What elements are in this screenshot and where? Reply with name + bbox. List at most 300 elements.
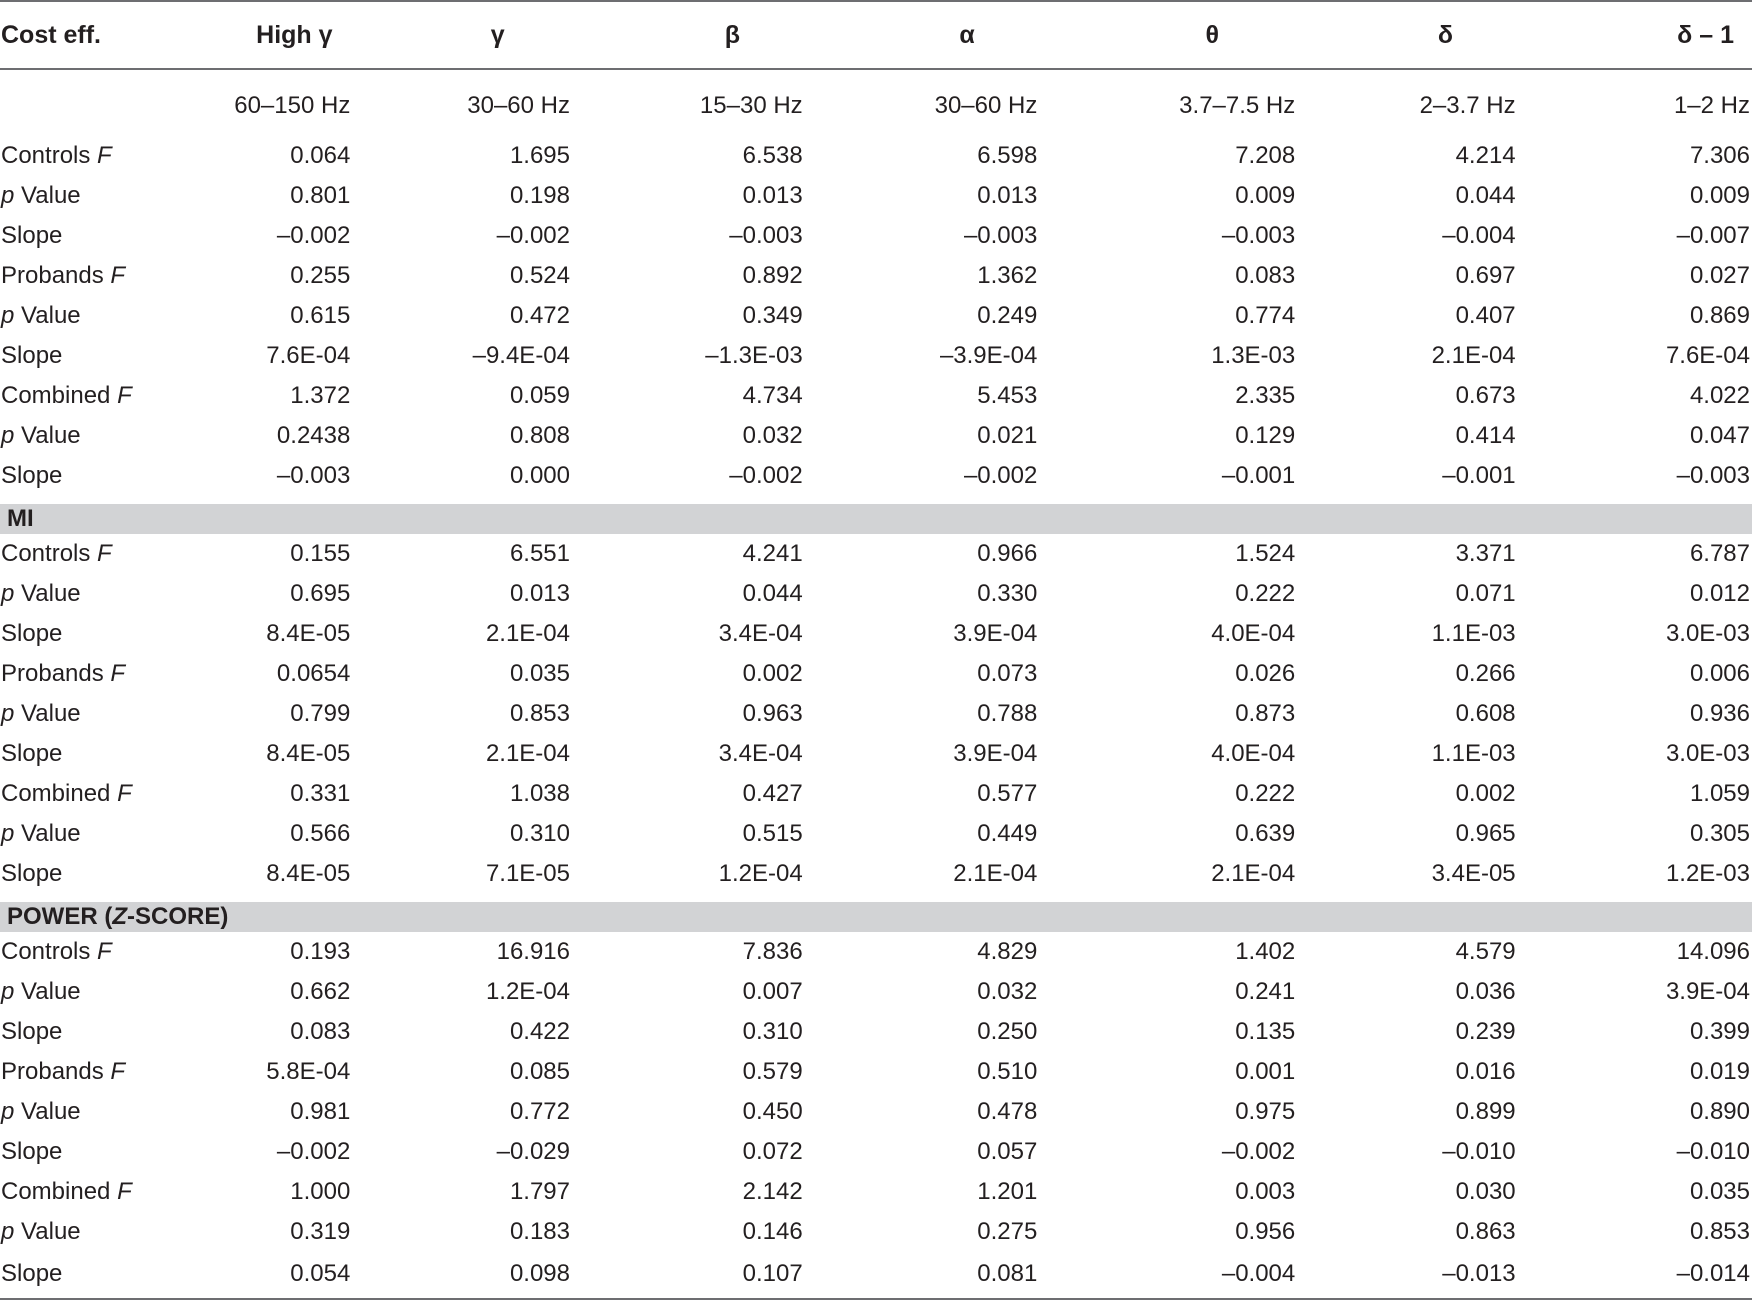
table-row (0, 336, 1752, 376)
value-cell: 0.083 (1235, 262, 1296, 289)
value-cell: –0.003 (1676, 462, 1750, 489)
row-symbol: p (1, 1098, 15, 1125)
row-label (0, 1172, 208, 1212)
value-cell: 0.013 (742, 182, 803, 209)
band-header-gamma: γ (380, 1, 615, 69)
value-cell: 1.038 (509, 780, 570, 807)
table-row (0, 376, 1752, 416)
value-cell: –0.002 (276, 222, 351, 249)
section-title-part: POWER ( (7, 903, 113, 930)
range-stub (0, 69, 208, 136)
table-row (0, 1172, 1752, 1212)
value-cell: –0.007 (1676, 222, 1750, 249)
value-cell: 3.4E-04 (718, 620, 803, 647)
value-cell: 0.019 (1689, 1058, 1750, 1085)
row-label (0, 854, 208, 894)
value-cell: 0.890 (1689, 1098, 1750, 1125)
value-cell: 1.201 (977, 1178, 1038, 1205)
value-cell: 8.4E-05 (266, 860, 351, 887)
table-row (0, 534, 1752, 574)
value-cell: 1.372 (290, 382, 351, 409)
value-cell: 0.266 (1455, 660, 1516, 687)
value-cell: 0.085 (509, 1058, 570, 1085)
value-cell: 3.0E-03 (1665, 740, 1750, 767)
row-label (0, 1092, 208, 1132)
value-cell: 8.4E-05 (266, 740, 351, 767)
row-label (0, 1132, 208, 1172)
row-label-text: Slope (1, 342, 63, 369)
row-label-text: Combined (1, 780, 111, 807)
value-cell: 0.081 (850, 1252, 1085, 1299)
value-cell: 0.936 (1689, 700, 1750, 727)
row-label (0, 336, 208, 376)
row-symbol: p (1, 422, 15, 449)
table-row (0, 774, 1752, 814)
value-cell: 0.863 (1455, 1218, 1516, 1245)
row-symbol: p (1, 182, 15, 209)
value-cell: 7.836 (742, 938, 803, 965)
table-row (0, 854, 1752, 894)
value-cell: 0.146 (742, 1218, 803, 1245)
value-cell: –0.001 (1442, 462, 1516, 489)
value-cell: 3.371 (1455, 540, 1516, 567)
row-label (0, 534, 208, 574)
value-cell: 3.0E-03 (1665, 620, 1750, 647)
value-cell: 4.0E-04 (1211, 740, 1296, 767)
value-cell: 0.472 (509, 302, 570, 329)
row-symbol: p (1, 820, 15, 847)
value-cell: 0.064 (290, 142, 351, 169)
value-cell: 0.032 (742, 422, 803, 449)
table-row (0, 416, 1752, 456)
value-cell: 6.538 (742, 142, 803, 169)
value-cell: 7.208 (1235, 142, 1296, 169)
band-header-delta-1: δ – 1 (1551, 1, 1752, 69)
value-cell: 0.414 (1455, 422, 1516, 449)
section-header-row (0, 504, 1752, 534)
row-label-text: Slope (1, 462, 63, 489)
value-cell: –9.4E-04 (472, 342, 570, 369)
value-cell: 2.1E-04 (1211, 860, 1296, 887)
row-label-text: Slope (1, 620, 63, 647)
value-cell: 0.027 (1689, 262, 1750, 289)
section-header-row (0, 902, 1752, 932)
value-cell: 0.975 (1235, 1098, 1296, 1125)
value-cell: 1.3E-03 (1211, 342, 1296, 369)
table-row (0, 932, 1752, 972)
table-row (0, 734, 1752, 774)
section-title-symbol: Z (112, 903, 127, 930)
stub-header: Cost eff. (0, 1, 208, 69)
row-label-text: Controls (1, 540, 91, 567)
value-cell: 2.1E-04 (1431, 342, 1516, 369)
row-label (0, 1052, 208, 1092)
table-row (0, 1212, 1752, 1252)
row-label (0, 654, 208, 694)
row-symbol: p (1, 700, 15, 727)
value-cell: 1.402 (1235, 938, 1296, 965)
table-row (0, 972, 1752, 1012)
row-label-text: Slope (1, 222, 63, 249)
value-cell: 0.044 (1455, 182, 1516, 209)
value-cell: 0.566 (290, 820, 351, 847)
value-cell: 1.695 (509, 142, 570, 169)
value-cell: –0.002 (729, 462, 803, 489)
row-symbol: p (1, 1218, 15, 1245)
value-cell: 0.006 (1689, 660, 1750, 687)
value-cell: –0.003 (1221, 222, 1296, 249)
value-cell: –0.010 (1676, 1138, 1750, 1165)
value-cell: 4.579 (1455, 938, 1516, 965)
row-symbol: F (110, 1058, 126, 1085)
value-cell: 5.453 (977, 382, 1038, 409)
value-cell: 0.853 (1689, 1218, 1750, 1245)
row-symbol: F (110, 262, 126, 289)
value-cell: 1.000 (290, 1178, 351, 1205)
value-cell: 0.013 (509, 580, 570, 607)
value-cell: 0.788 (977, 700, 1038, 727)
value-cell: 0.002 (742, 660, 803, 687)
value-cell: –0.014 (1551, 1252, 1752, 1299)
value-cell: 7.6E-04 (1665, 342, 1750, 369)
value-cell: –0.002 (276, 1138, 351, 1165)
value-cell: 0.035 (509, 660, 570, 687)
value-cell: 0.057 (977, 1138, 1038, 1165)
value-cell: –0.002 (496, 222, 570, 249)
value-cell: 4.829 (977, 938, 1038, 965)
value-cell: 7.306 (1689, 142, 1750, 169)
value-cell: 0.026 (1235, 660, 1296, 687)
value-cell: 2.1E-04 (485, 740, 570, 767)
value-cell: 0.639 (1235, 820, 1296, 847)
value-cell: 0.577 (977, 780, 1038, 807)
row-symbol: F (117, 780, 132, 807)
value-cell: 0.032 (977, 978, 1038, 1005)
value-cell: 0.407 (1455, 302, 1516, 329)
value-cell: 1.524 (1235, 540, 1296, 567)
value-cell: 0.222 (1235, 580, 1296, 607)
value-cell: 2.142 (742, 1178, 803, 1205)
value-cell: –0.004 (1084, 1252, 1340, 1299)
table-row (0, 1052, 1752, 1092)
value-cell: 0.608 (1455, 700, 1516, 727)
value-cell: 6.598 (977, 142, 1038, 169)
row-label-text: Probands (1, 262, 104, 289)
value-cell: 2.335 (1235, 382, 1296, 409)
row-symbol: F (117, 1178, 132, 1205)
table-row (0, 216, 1752, 256)
table-row (0, 1252, 1752, 1299)
table-row (0, 574, 1752, 614)
row-label (0, 774, 208, 814)
value-cell: 1.059 (1689, 780, 1750, 807)
value-cell: –0.013 (1340, 1252, 1550, 1299)
value-cell: 1.797 (509, 1178, 570, 1205)
value-cell: 1.2E-04 (485, 978, 570, 1005)
value-cell: 0.003 (1235, 1178, 1296, 1205)
value-cell: 0.899 (1455, 1098, 1516, 1125)
value-cell: 0.310 (742, 1018, 803, 1045)
row-symbol: p (1, 580, 15, 607)
table-row (0, 654, 1752, 694)
row-label (0, 416, 208, 456)
row-label (0, 376, 208, 416)
value-cell: 0.073 (977, 660, 1038, 687)
value-cell: 0.450 (742, 1098, 803, 1125)
value-cell: 0.799 (290, 700, 351, 727)
value-cell: 0.007 (742, 978, 803, 1005)
row-symbol: F (97, 938, 112, 965)
row-label-text: Value (21, 1098, 81, 1125)
band-header-delta: δ (1340, 1, 1550, 69)
value-cell: 0.009 (1689, 182, 1750, 209)
value-cell: 0.249 (977, 302, 1038, 329)
frequency-range-row (0, 69, 1752, 136)
value-cell: 0.013 (977, 182, 1038, 209)
band-header-theta: θ (1084, 1, 1340, 69)
value-cell: 0.193 (290, 938, 351, 965)
value-cell: 1.2E-04 (718, 860, 803, 887)
row-symbol: p (1, 978, 15, 1005)
value-cell: 2.1E-04 (953, 860, 1038, 887)
value-cell: 0.2438 (276, 422, 351, 449)
table-row (0, 456, 1752, 496)
value-cell: 0.016 (1455, 1058, 1516, 1085)
range-cell: 30–60 Hz (934, 92, 1038, 119)
row-label (0, 1212, 208, 1252)
row-label-text: Value (21, 1218, 81, 1245)
value-cell: 4.022 (1689, 382, 1750, 409)
value-cell: 0.956 (1235, 1218, 1296, 1245)
value-cell: 0.255 (290, 262, 351, 289)
value-cell: 5.8E-04 (266, 1058, 351, 1085)
value-cell: 0.000 (509, 462, 570, 489)
table-row (0, 694, 1752, 734)
row-label (0, 216, 208, 256)
value-cell: 0.801 (290, 182, 351, 209)
value-cell: 0.478 (977, 1098, 1038, 1125)
value-cell: 3.9E-04 (953, 620, 1038, 647)
value-cell: 0.869 (1689, 302, 1750, 329)
value-cell: –0.004 (1442, 222, 1516, 249)
row-label-text: Slope (1, 1018, 63, 1045)
value-cell: –1.3E-03 (705, 342, 803, 369)
value-cell: 0.083 (290, 1018, 351, 1045)
row-label-text: Combined (1, 1178, 111, 1205)
value-cell: 3.9E-04 (1665, 978, 1750, 1005)
value-cell: 1.1E-03 (1431, 620, 1516, 647)
value-cell: 0.275 (977, 1218, 1038, 1245)
value-cell: 0.853 (509, 700, 570, 727)
value-cell: 4.0E-04 (1211, 620, 1296, 647)
value-cell: –0.029 (496, 1138, 570, 1165)
value-cell: 0.250 (977, 1018, 1038, 1045)
value-cell: 1.2E-03 (1665, 860, 1750, 887)
table-row (0, 256, 1752, 296)
value-cell: 0.892 (742, 262, 803, 289)
value-cell: 0.981 (290, 1098, 351, 1125)
row-label (0, 574, 208, 614)
value-cell: 6.551 (509, 540, 570, 567)
row-label-text: Slope (1, 860, 63, 887)
row-symbol: F (97, 540, 112, 567)
value-cell: 0.808 (509, 422, 570, 449)
value-cell: –0.002 (1221, 1138, 1296, 1165)
row-label (0, 614, 208, 654)
table-row (0, 1132, 1752, 1172)
row-label-text: Value (21, 978, 81, 1005)
value-cell: 0.072 (742, 1138, 803, 1165)
value-cell: 0.0654 (276, 660, 351, 687)
row-label-text: Combined (1, 382, 111, 409)
value-cell: 0.615 (290, 302, 351, 329)
value-cell: 0.695 (290, 580, 351, 607)
value-cell: 0.135 (1235, 1018, 1296, 1045)
table-header (0, 1, 1752, 69)
value-cell: 14.096 (1676, 938, 1750, 965)
row-label-text: Controls (1, 142, 91, 169)
value-cell: 0.222 (1235, 780, 1296, 807)
section-spacer (0, 894, 1752, 902)
value-cell: 6.787 (1689, 540, 1750, 567)
value-cell: 0.330 (977, 580, 1038, 607)
band-header-high-gamma: High γ (208, 1, 380, 69)
band-header-alpha: α (850, 1, 1085, 69)
row-label-text: Value (21, 580, 81, 607)
value-cell: 0.001 (1235, 1058, 1296, 1085)
value-cell: 0.012 (1689, 580, 1750, 607)
range-cell: 60–150 Hz (234, 92, 351, 119)
row-label (0, 1012, 208, 1052)
row-label (0, 1252, 208, 1299)
value-cell: 0.071 (1455, 580, 1516, 607)
value-cell: 1.362 (977, 262, 1038, 289)
row-label-text: Probands (1, 660, 104, 687)
value-cell: 0.399 (1689, 1018, 1750, 1045)
value-cell: 4.241 (742, 540, 803, 567)
row-label-text: Value (21, 820, 81, 847)
value-cell: 16.916 (496, 938, 570, 965)
value-cell: 0.963 (742, 700, 803, 727)
table-row (0, 1012, 1752, 1052)
value-cell: 0.579 (742, 1058, 803, 1085)
row-label (0, 136, 208, 176)
range-cell: 1–2 Hz (1673, 92, 1750, 119)
row-symbol: p (1, 302, 15, 329)
row-symbol: F (117, 382, 132, 409)
value-cell: 7.1E-05 (485, 860, 570, 887)
row-label-text: Slope (1, 1138, 63, 1165)
value-cell: 0.198 (509, 182, 570, 209)
value-cell: 0.427 (742, 780, 803, 807)
table-row (0, 1092, 1752, 1132)
table-row (0, 176, 1752, 216)
value-cell: 0.107 (615, 1252, 850, 1299)
table-row (0, 136, 1752, 176)
value-cell: 0.319 (290, 1218, 351, 1245)
row-label-text: Value (21, 302, 81, 329)
value-cell: 0.873 (1235, 700, 1296, 727)
row-label-text: Value (21, 182, 81, 209)
value-cell: –0.003 (729, 222, 803, 249)
value-cell: 0.510 (977, 1058, 1038, 1085)
row-label (0, 296, 208, 336)
value-cell: 0.331 (290, 780, 351, 807)
row-label-text: Slope (1, 1260, 63, 1287)
row-label-text: Slope (1, 740, 63, 767)
value-cell: 0.035 (1689, 1178, 1750, 1205)
value-cell: 8.4E-05 (266, 620, 351, 647)
spacer-cell (0, 894, 1752, 902)
table-row (0, 296, 1752, 336)
table-row (0, 814, 1752, 854)
value-cell: 0.021 (977, 422, 1038, 449)
value-cell: 0.524 (509, 262, 570, 289)
value-cell: 0.030 (1455, 1178, 1516, 1205)
value-cell: 0.305 (1689, 820, 1750, 847)
header-row (0, 1, 1752, 69)
row-label (0, 256, 208, 296)
value-cell: 0.422 (509, 1018, 570, 1045)
table-body (0, 69, 1752, 1299)
value-cell: 0.241 (1235, 978, 1296, 1005)
value-cell: 0.047 (1689, 422, 1750, 449)
row-label (0, 972, 208, 1012)
value-cell: 0.310 (509, 820, 570, 847)
value-cell: 0.054 (208, 1252, 380, 1299)
row-label (0, 734, 208, 774)
value-cell: 0.059 (509, 382, 570, 409)
spacer-cell (0, 496, 1752, 504)
section-spacer (0, 496, 1752, 504)
range-cell: 15–30 Hz (699, 92, 803, 119)
value-cell: 4.214 (1455, 142, 1516, 169)
value-cell: 0.515 (742, 820, 803, 847)
range-cell: 30–60 Hz (467, 92, 570, 119)
row-symbol: F (97, 142, 112, 169)
value-cell: –0.003 (963, 222, 1038, 249)
value-cell: 3.4E-04 (718, 740, 803, 767)
value-cell: 0.349 (742, 302, 803, 329)
value-cell: –0.003 (276, 462, 351, 489)
value-cell: 0.966 (977, 540, 1038, 567)
value-cell: 1.1E-03 (1431, 740, 1516, 767)
range-cell: 3.7–7.5 Hz (1179, 92, 1296, 119)
value-cell: 2.1E-04 (485, 620, 570, 647)
value-cell: 7.6E-04 (266, 342, 351, 369)
table-row (0, 614, 1752, 654)
row-label (0, 932, 208, 972)
value-cell: 0.697 (1455, 262, 1516, 289)
section-title-part: -SCORE) (127, 903, 229, 930)
row-label (0, 456, 208, 496)
value-cell: –0.002 (963, 462, 1038, 489)
range-cell: 2–3.7 Hz (1419, 92, 1516, 119)
section-title (0, 902, 1752, 932)
value-cell: –0.001 (1221, 462, 1296, 489)
section-title: MI (0, 504, 1752, 534)
value-cell: 0.183 (509, 1218, 570, 1245)
row-symbol: F (110, 660, 126, 687)
value-cell: 0.009 (1235, 182, 1296, 209)
value-cell: 0.965 (1455, 820, 1516, 847)
value-cell: 0.098 (380, 1252, 615, 1299)
value-cell: –0.010 (1442, 1138, 1516, 1165)
value-cell: –3.9E-04 (939, 342, 1038, 369)
row-label-text: Probands (1, 1058, 104, 1085)
value-cell: 0.772 (509, 1098, 570, 1125)
band-header-beta: β (615, 1, 850, 69)
